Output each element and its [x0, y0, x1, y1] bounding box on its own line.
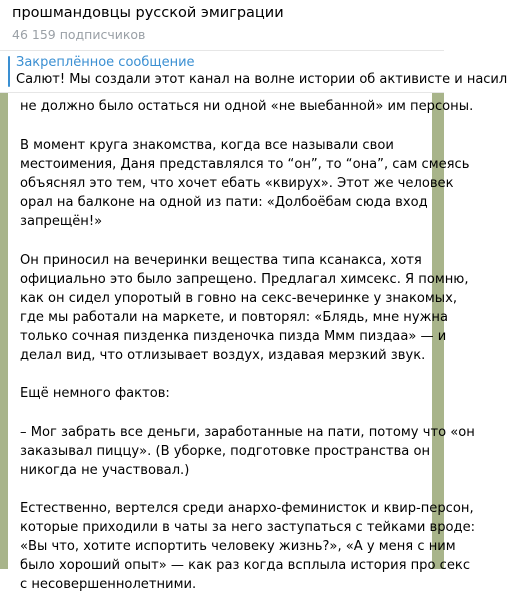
message-line: Естественно, вертелся среди анархо-феминисток и квир-персон,	[20, 501, 474, 516]
pinned-message-bar[interactable]	[0, 51, 507, 93]
message-line: как он сидел упоротый в говно на секс-вечеринке у знакомых,	[20, 291, 457, 306]
message-line: Ещё немного фактов:	[20, 386, 170, 401]
message-line: где мы работали на маркете, и повторял: «Блядь, мне нужна	[20, 310, 448, 325]
message-line: Он приносил на вечеринки вещества типа ксанакса, хотя	[20, 253, 422, 268]
pinned-accent-bar	[8, 56, 10, 87]
message-line: делал вид, что отлизывает воздух, издавая мерзкий звук.	[20, 348, 426, 363]
channel-header[interactable]	[0, 0, 444, 51]
message-line: запрещён!»	[20, 214, 103, 229]
pinned-message-text: Салют! Мы создали этот канал на волне истории об активисте и насил	[16, 72, 507, 87]
chat-area	[0, 93, 476, 592]
message-line: «Вы что, хотите испортить человеку жизнь?», «А у меня с ним	[20, 539, 456, 554]
message-line: которые приходили в чаты за него заступаться с тейками вроде:	[20, 520, 476, 535]
channel-title[interactable]: прошмандовцы русской эмиграции	[12, 5, 284, 21]
message-line: не должно было остаться ни одной «не выебанной» им персоны.	[20, 99, 474, 114]
message-bubble	[8, 93, 476, 592]
message-line: В момент круга знакомства, когда все называли свои	[20, 138, 394, 153]
message-line: орал на балконе на одной из пати: «Долбоёбам сюда вход	[20, 195, 428, 210]
message-line: с несовершеннолетними.	[20, 577, 197, 592]
pinned-message-label: Закреплённое сообщение	[16, 55, 195, 70]
subscriber-count: 46 159 подписчиков	[12, 27, 146, 42]
message-line: – Мог забрать все деньги, заработанные на пати, потому что «он	[20, 425, 475, 440]
message-line: местоимения, Даня представлялся то “он”, то “она”, сам смеясь	[20, 157, 470, 172]
message-line: было хороший опыт» — как раз когда всплыла история про секс	[20, 558, 471, 573]
message-line: никогда не участвовал.)	[20, 463, 190, 478]
message-line: только сочная пизденка пизденочка пизда Ммм пиздаа» — и	[20, 329, 447, 344]
message-line: официально это было запрещено. Предлагал химсекс. Я помню,	[20, 272, 469, 287]
message-line: объяснял это тем, что хочет ебать «квирух». Этот же человек	[20, 176, 454, 191]
message-line: заказывал пиццу». (В уборке, подготовке пространства он	[20, 444, 431, 459]
